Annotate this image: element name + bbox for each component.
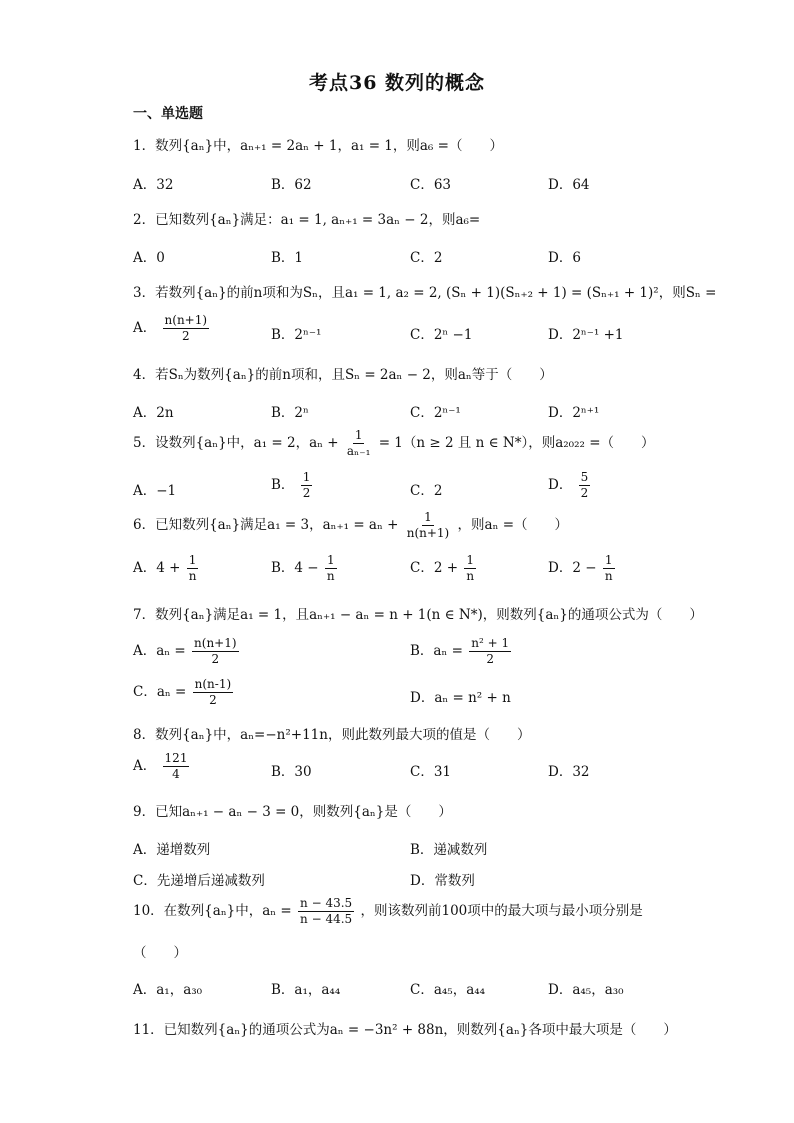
q5-fraction	[345, 428, 373, 459]
q8-option-d: D．32	[548, 764, 590, 780]
q3-option-a	[133, 313, 211, 344]
q8-option-c: C．31	[410, 764, 452, 780]
q2-option-c: C．2	[410, 250, 443, 266]
q6-option-c-label: C．2 +	[410, 560, 459, 576]
fraction-numerator: 1	[326, 553, 335, 567]
q7-option-c	[133, 677, 235, 708]
fraction-numerator: 1	[354, 428, 363, 442]
q6-option-c	[410, 553, 478, 584]
q6-option-a	[133, 553, 200, 584]
q5-text-post: = 1（n ≥ 2 且 n ∈ N*），则a₂₀₂₂ =（ ）	[378, 435, 655, 451]
q6-fraction	[405, 510, 452, 541]
fraction-numerator: 5	[580, 470, 589, 484]
q2-option-b: B．1	[271, 250, 304, 266]
fraction-denominator: n − 44.5	[300, 912, 353, 926]
fraction-denominator: 2	[209, 693, 217, 707]
q5-option-b-fraction	[301, 470, 313, 501]
q9-option-c: C．先递增后递减数列	[133, 873, 265, 889]
page-title: 考点36 数列的概念	[308, 72, 486, 94]
fraction-numerator: n(n-1)	[194, 677, 232, 691]
q7-option-c-label: C．aₙ =	[133, 684, 187, 700]
fraction-denominator: n	[466, 569, 475, 583]
q9-option-d: D．常数列	[410, 873, 475, 889]
q5-option-b-label: B．	[271, 477, 295, 493]
q7-option-a-label: A．aₙ =	[133, 643, 186, 659]
fraction-numerator: n² + 1	[471, 636, 510, 650]
q8-option-b: B．30	[271, 764, 312, 780]
q5-option-a: A．−1	[133, 483, 177, 499]
fraction-denominator: 2	[580, 486, 589, 500]
q9-option-b: B．递减数列	[410, 842, 488, 858]
q7-option-c-fraction	[193, 677, 234, 708]
q6-option-d	[548, 553, 617, 584]
fraction-denominator: 4	[172, 767, 180, 781]
q10-fraction	[298, 896, 354, 927]
q5-text-pre: 5．设数列{aₙ}中，a₁ = 2，aₙ +	[133, 435, 339, 451]
q4-option-d: D．2ⁿ⁺¹	[548, 405, 600, 421]
q7-option-a	[133, 636, 241, 667]
fraction-numerator: n(n+1)	[164, 313, 208, 327]
q6-option-fraction	[464, 553, 476, 584]
q4-option-b: B．2ⁿ	[271, 405, 309, 421]
q6-text-pre: 6．已知数列{aₙ}满足a₁ = 3，aₙ₊₁ = aₙ +	[133, 517, 399, 533]
q5-option-d	[548, 470, 592, 501]
question-5	[133, 428, 655, 459]
question-3: 3．若数列{aₙ}的前n项和为Sₙ，且a₁ = 1, a₂ = 2, (Sₙ + 1)(Sₙ₊₂ + 1) = (Sₙ₊₁ + 1)²，则Sₙ =	[133, 285, 717, 301]
q1-option-c: C．63	[410, 177, 452, 193]
question-11: 11．已知数列{aₙ}的通项公式为aₙ = −3n² + 88n，则数列{aₙ}各项中最大项是（ ）	[133, 1022, 677, 1038]
q9-option-a: A．递增数列	[133, 842, 211, 858]
fraction-numerator: 1	[302, 470, 311, 484]
question-9: 9．已知aₙ₊₁ − aₙ − 3 = 0，则数列{aₙ}是（ ）	[133, 804, 452, 820]
fraction-denominator: 2	[211, 652, 220, 666]
fraction-denominator: n	[604, 569, 613, 583]
q3-option-a-fraction	[163, 313, 210, 344]
q6-option-fraction	[187, 553, 199, 584]
fraction-numerator: n − 43.5	[300, 896, 353, 910]
q4-option-a: A．2n	[133, 405, 174, 421]
fraction-numerator: n(n+1)	[194, 636, 237, 650]
fraction-numerator: 1	[188, 553, 197, 567]
q1-option-a: A．32	[133, 177, 174, 193]
question-1: 1．数列{aₙ}中，aₙ₊₁ = 2aₙ + 1，a₁ = 1，则a₆ =（ ）	[133, 138, 503, 154]
question-8: 8．数列{aₙ}中，aₙ=−n²+11n，则此数列最大项的值是（ ）	[133, 727, 531, 743]
q2-option-d: D．6	[548, 250, 581, 266]
q10-option-b: B．a₁，a₄₄	[271, 982, 341, 998]
fraction-numerator: 1	[604, 553, 613, 567]
q6-option-fraction	[325, 553, 337, 584]
q5-option-d-label: D．	[548, 477, 573, 493]
q7-option-b-label: B．aₙ =	[410, 643, 463, 659]
fraction-denominator: 2	[302, 486, 311, 500]
fraction-denominator: 2	[486, 652, 494, 666]
q10-text-post: ，则该数列前100项中的最大项与最小项分别是	[360, 903, 643, 919]
q6-text-post: ，则aₙ =（ ）	[457, 517, 569, 533]
q7-option-b-fraction	[469, 636, 511, 667]
fraction-numerator: 121	[164, 751, 188, 765]
question-6	[133, 510, 568, 541]
fraction-denominator: n	[326, 569, 335, 583]
question-10-blank: （ ）	[133, 945, 187, 961]
question-2: 2．已知数列{aₙ}满足：a₁ = 1, aₙ₊₁ = 3aₙ − 2，则a₆=	[133, 212, 481, 228]
fraction-denominator: n	[188, 569, 197, 583]
q8-option-a-label: A．	[133, 758, 157, 774]
q4-option-c: C．2ⁿ⁻¹	[410, 405, 461, 421]
q6-option-fraction	[603, 553, 615, 584]
fraction-denominator: aₙ₋₁	[346, 444, 371, 458]
section-heading: 一、单选题	[133, 106, 203, 122]
q7-option-b	[410, 636, 513, 667]
q7-option-a-fraction	[192, 636, 239, 667]
q1-option-d: D．64	[548, 177, 590, 193]
question-4: 4．若Sₙ为数列{aₙ}的前n项和，且Sₙ = 2aₙ − 2，则aₙ等于（ ）	[133, 367, 553, 383]
q7-option-d: D．aₙ = n² + n	[410, 690, 511, 706]
q6-option-d-label: D．2 −	[548, 560, 597, 576]
q3-option-a-label: A．	[133, 320, 157, 336]
q10-option-d: D．a₄₅，a₃₀	[548, 982, 624, 998]
q5-option-c: C．2	[410, 483, 443, 499]
q10-option-c: C．a₄₅，a₄₄	[410, 982, 486, 998]
question-10	[133, 896, 643, 927]
q2-option-a: A．0	[133, 250, 165, 266]
question-7: 7．数列{aₙ}满足a₁ = 1，且aₙ₊₁ − aₙ = n + 1(n ∈ N*)，则数列{aₙ}的通项公式为（ ）	[133, 607, 703, 623]
q1-option-b: B．62	[271, 177, 312, 193]
q3-option-b: B．2ⁿ⁻¹	[271, 327, 322, 343]
q5-option-d-fraction	[579, 470, 591, 501]
q3-option-c: C．2ⁿ −1	[410, 327, 473, 343]
q6-option-b	[271, 553, 339, 584]
q10-text-pre: 10．在数列{aₙ}中，aₙ =	[133, 903, 292, 919]
q10-option-a: A．a₁，a₃₀	[133, 982, 203, 998]
q6-option-a-label: A．4 +	[133, 560, 181, 576]
fraction-denominator: n(n+1)	[406, 526, 450, 540]
q8-option-a	[133, 751, 191, 782]
q3-option-d: D．2ⁿ⁻¹ +1	[548, 327, 624, 343]
fraction-denominator: 2	[181, 329, 190, 343]
fraction-numerator: 1	[466, 553, 475, 567]
q5-option-b	[271, 470, 314, 501]
fraction-numerator: 1	[424, 510, 432, 524]
q8-option-a-fraction	[163, 751, 190, 782]
q6-option-b-label: B．4 −	[271, 560, 319, 576]
